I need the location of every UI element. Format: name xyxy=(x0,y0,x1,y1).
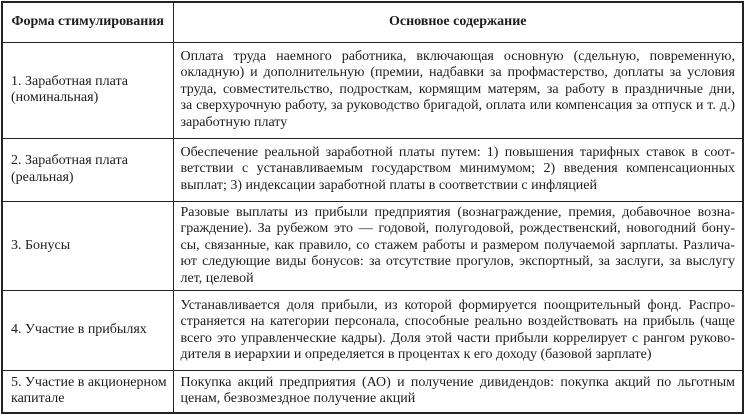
table-row xyxy=(2,201,743,291)
content-text: Оплата труда наемного работника, включающая основную (сдельную, повременную, окладную) и дополнительную (премии, надбавки за профмастерство, доплаты за условия труда, совместительство, подросткам, кормящим матерям, за работу в праздничные дни, за сверхурочную работу, за руководство бригадой, оплата или компенсация за отпуск и т. д.) заработную плату xyxy=(180,48,735,130)
table-row xyxy=(2,371,743,413)
table-row xyxy=(2,42,743,138)
form-cell xyxy=(2,291,173,371)
form-cell xyxy=(2,42,173,138)
form-label: 2. Заработная плата (реальная) xyxy=(11,153,128,185)
form-cell xyxy=(2,138,173,201)
form-label: 1. Заработная плата (номинальная) xyxy=(11,73,128,105)
content-text: Покупка акций предприятия (АО) и получение дивидендов: покупка акций по льготным ценам, безвозмездное получение акций xyxy=(180,374,735,407)
content-text: Обеспечение реальной заработной платы путем: 1) повышения тарифных ставок в соот- ветствии с устанавливаемым государством минимумом; 2) введения компенсационных выплат; 3) индексации заработной платы в соответствии с инфляцией xyxy=(180,144,735,193)
form-cell xyxy=(2,371,173,413)
header-cell-content: Основное содержание xyxy=(173,2,743,42)
content-cell xyxy=(173,138,743,201)
form-label: 5. Участие в акционерном капитале xyxy=(11,374,167,407)
content-text: Устанавливается доля прибыли, из которой формируется поощрительный фонд. Распро- страняется на категории персонала, способные реально воздействовать на прибыль (чаще всего это управленческие кадры). Доля этой части прибыли коррелирует с рангом руково- дителя в иерархии и определяется в процентах к его доходу (базовой зарплате) xyxy=(180,297,735,362)
content-cell xyxy=(173,201,743,291)
content-cell xyxy=(173,291,743,371)
form-label: 4. Участие в прибылях xyxy=(11,322,147,338)
form-cell xyxy=(2,201,173,291)
form-label: 3. Бонусы xyxy=(11,237,71,253)
content-cell xyxy=(173,42,743,138)
table-row xyxy=(2,291,743,371)
header-cell-form: Форма стимулирования xyxy=(2,2,173,42)
table-row xyxy=(2,138,743,201)
content-cell xyxy=(173,371,743,413)
stimulation-forms-table xyxy=(1,1,744,414)
header-row xyxy=(2,2,743,42)
content-text: Разовые выплаты из прибыли предприятия (вознаграждение, премия, добавочное возна- граждение). За рубежом это — годовой, полугодовой, рождественский, новогодний бону- сы, связанные, как правило, со стажем работы и размером получаемой зарплаты. Различа- ют следующие виды бонусов: за отсутствие прогулов, экспортный, за заслуги, за выслугу лет, целевой xyxy=(180,204,735,286)
